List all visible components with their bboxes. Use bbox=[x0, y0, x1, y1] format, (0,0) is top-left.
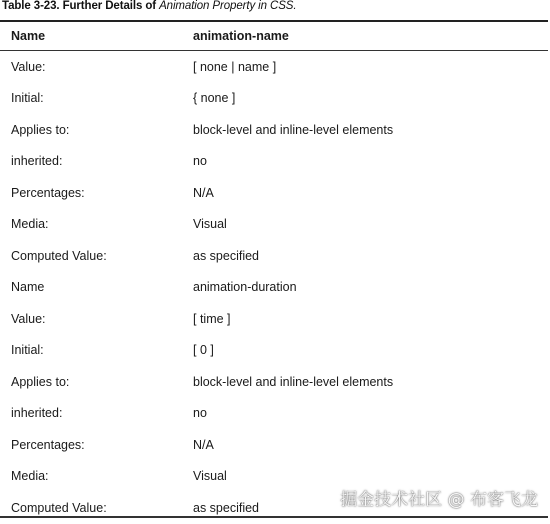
row-value: [ 0 ] bbox=[193, 343, 214, 358]
row-value: block-level and inline-level elements bbox=[193, 374, 394, 389]
row-label: Value: bbox=[11, 59, 46, 74]
table-row bbox=[0, 83, 548, 115]
row-label: Initial: bbox=[11, 343, 44, 358]
row-label: Applies to: bbox=[11, 374, 70, 389]
row-value: no bbox=[193, 406, 207, 421]
watermark: 掘金技术社区 @ 布客飞龙 bbox=[340, 490, 538, 510]
row-value: Visual bbox=[193, 469, 227, 484]
row-label: Applies to: bbox=[11, 122, 70, 137]
caption-prefix: Table 3-23. Further Details of bbox=[2, 0, 160, 12]
row-label: Media: bbox=[11, 217, 49, 232]
row-label: inherited: bbox=[11, 154, 63, 169]
table-row bbox=[0, 240, 548, 272]
row-value: as specified bbox=[193, 248, 260, 263]
header-name-cell: Name bbox=[11, 29, 46, 43]
row-label: inherited: bbox=[11, 406, 63, 421]
row-label: Media: bbox=[11, 469, 49, 484]
row-value: as specified bbox=[193, 500, 260, 515]
header-value-cell: animation-name bbox=[193, 29, 289, 43]
table-bottom-rule bbox=[0, 516, 548, 518]
row-value: [ time ] bbox=[193, 311, 231, 326]
row-label: Computed Value: bbox=[11, 248, 107, 263]
caption-emphasis: Animation Property in CSS. bbox=[159, 0, 297, 12]
row-label: Computed Value: bbox=[11, 500, 107, 515]
row-label: Percentages: bbox=[11, 185, 85, 200]
table-row bbox=[0, 335, 548, 367]
table-row bbox=[0, 303, 548, 335]
row-value: animation-duration bbox=[193, 280, 297, 295]
table-row bbox=[0, 398, 548, 430]
table-row bbox=[0, 366, 548, 398]
row-value: block-level and inline-level elements bbox=[193, 122, 394, 137]
table-row bbox=[0, 209, 548, 241]
table-caption bbox=[2, 0, 296, 12]
table-row bbox=[0, 146, 548, 178]
row-value: N/A bbox=[193, 185, 214, 200]
table-row bbox=[0, 51, 548, 83]
table-row bbox=[0, 272, 548, 304]
row-label: Name bbox=[11, 280, 45, 295]
table-row bbox=[0, 114, 548, 146]
row-value: [ none | name ] bbox=[193, 59, 277, 74]
row-value: N/A bbox=[193, 437, 214, 452]
row-value: Visual bbox=[193, 217, 227, 232]
property-table bbox=[0, 20, 548, 524]
table-header-row bbox=[0, 22, 548, 51]
row-label: Initial: bbox=[11, 91, 44, 106]
row-value: { none ] bbox=[193, 91, 236, 106]
table-row bbox=[0, 177, 548, 209]
table-row bbox=[0, 429, 548, 461]
row-value: no bbox=[193, 154, 207, 169]
row-label: Value: bbox=[11, 311, 46, 326]
row-label: Percentages: bbox=[11, 437, 85, 452]
